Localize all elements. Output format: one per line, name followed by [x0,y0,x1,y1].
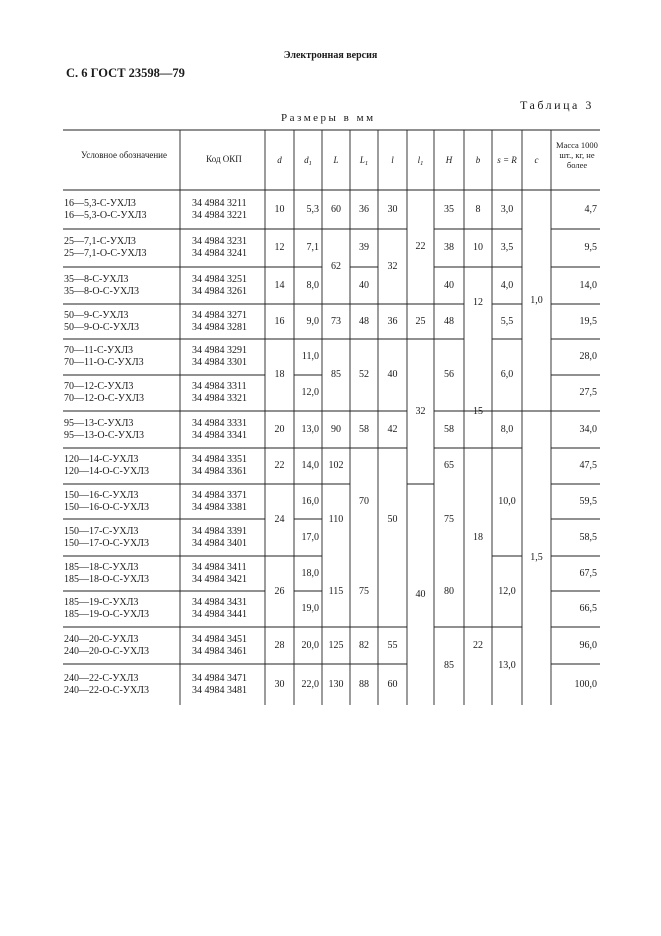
L-value: 85 [331,369,341,380]
L1-value: 88 [359,678,369,690]
mass-value: 100,0 [574,678,597,690]
d-value: 14 [274,279,285,291]
okp-code: 34 4984 3211 [192,197,247,209]
d1-value: 7,1 [306,242,319,253]
table-label: Таблица 3 [520,98,594,112]
designation-line: 185—19-О-С-УХЛ3 [64,609,149,620]
designation-line: 70—11-О-С-УХЛ3 [64,357,144,368]
designation-line: 50—9-О-С-УХЛ3 [64,321,139,333]
designation-line: 70—12-С-УХЛ3 [64,381,134,392]
header-L: L [333,155,339,165]
H-value: 35 [444,203,454,215]
page-header: С. 6 ГОСТ 23598—79 [66,66,185,80]
okp-code: 34 4984 3291 [192,345,247,356]
okp-code: 34 4984 3471 [192,672,247,684]
designation-line: 25—7,1-О-С-УХЛ3 [64,248,147,259]
l-value: 36 [387,315,398,327]
d1-value: 12,0 [301,387,319,398]
H-value: 48 [444,315,454,327]
okp-code: 34 4984 3411 [192,561,247,573]
d-value: 30 [274,678,285,690]
H-value: 65 [444,460,454,471]
okp-code: 34 4984 3321 [192,393,247,404]
l-value: 30 [387,203,398,215]
sR-value: 6,0 [500,369,514,380]
L-value: 73 [331,315,341,327]
l-value: 55 [387,639,398,651]
okp-code: 34 4984 3231 [192,236,247,247]
b-value: 18 [473,531,483,543]
d1-value: 20,0 [301,639,319,651]
l-value: 40 [387,369,398,380]
mass-value: 59,5 [579,495,597,507]
page-top-mark: Электронная версия [283,50,378,61]
d1-value: 5,3 [306,203,319,215]
sR-value: 4,0 [500,279,514,291]
L-value: 60 [331,203,341,215]
header-b: b [475,155,481,165]
d-value: 24 [274,514,285,525]
d-value: 26 [274,585,285,597]
b-value: 10 [473,242,483,253]
d-value: 18 [274,369,285,380]
l1-value: 22 [415,241,426,252]
b-value: 22 [473,639,483,651]
L-value: 102 [328,460,344,471]
okp-code: 34 4984 3461 [192,645,247,657]
d-value: 20 [274,423,285,435]
designation-line: 120—14-С-УХЛ3 [64,454,139,465]
designation-line: 35—8-О-С-УХЛ3 [64,285,139,297]
header-l1-main: l [417,155,421,165]
l1-value: 40 [415,588,426,600]
d1-value: 19,0 [301,603,319,614]
okp-code: 34 4984 3301 [192,357,247,368]
H-value: 40 [444,279,454,291]
designation-line: 25—7,1-С-УХЛ3 [64,236,136,247]
okp-code: 34 4984 3451 [192,633,247,645]
mass-value: 4,7 [584,203,597,215]
designation-line: 240—20-О-С-УХЛ3 [64,645,149,657]
header-l1 [407,154,434,170]
b-value: 12 [473,297,483,308]
okp-code: 34 4984 3421 [192,573,247,585]
designation-line: 16—5,3-С-УХЛ3 [64,197,136,209]
d-value: 10 [274,203,285,215]
l-value: 32 [387,260,398,272]
okp-code: 34 4984 3371 [192,489,247,501]
d1-value: 13,0 [301,423,319,435]
designation-line: 70—11-С-УХЛ3 [64,345,134,356]
L1-value: 58 [359,423,369,435]
b-value: 8 [475,203,481,215]
okp-code: 34 4984 3351 [192,454,247,465]
okp-code: 34 4984 3251 [192,273,247,285]
header-sR: s = R [497,155,517,165]
mass-value: 28,0 [579,351,597,362]
header-L1-main: L [359,155,365,165]
designation-line: 120—14-О-С-УХЛ3 [64,466,149,477]
L-value: 125 [328,639,344,651]
okp-code: 34 4984 3281 [192,321,247,333]
okp-code: 34 4984 3221 [192,209,247,221]
H-value: 80 [444,585,454,597]
L1-value: 52 [359,369,369,380]
mass-value: 66,5 [579,603,597,614]
mass-value: 47,5 [579,460,597,471]
l1-value: 32 [415,405,426,417]
header-c: c [534,155,539,165]
H-value: 85 [444,660,454,671]
H-value: 38 [444,242,454,253]
L1-value: 36 [359,203,369,215]
d1-value: 9,0 [306,315,319,327]
L-value: 110 [328,514,344,525]
c-value: 1,5 [530,552,543,563]
okp-code: 34 4984 3441 [192,609,247,620]
header-d1 [294,154,322,170]
mass-value: 27,5 [579,387,597,398]
c-value: 1,0 [530,294,543,306]
d-value: 28 [274,639,285,651]
header-designation: Условное обозначение [81,150,167,160]
mass-value: 96,0 [579,639,597,651]
header-okp: Код ОКП [206,154,242,164]
L1-value: 40 [359,279,369,291]
mass-value: 14,0 [579,279,597,291]
d1-value: 8,0 [306,279,319,291]
designation-line: 240—22-О-С-УХЛ3 [64,684,149,696]
d1-value: 14,0 [301,460,319,471]
header-d: d [277,155,282,165]
L-value: 130 [328,678,344,690]
designation-line: 150—17-С-УХЛ3 [64,525,139,537]
designation-line: 240—20-С-УХЛ3 [64,633,139,645]
designation-line: 185—19-С-УХЛ3 [64,597,139,608]
sR-value: 3,0 [500,203,514,215]
header-mass: Масса 1000 шт., кг, не более [556,140,598,170]
L1-value: 39 [359,242,369,253]
designation-line: 150—16-О-С-УХЛ3 [64,501,149,513]
L-value: 90 [331,423,341,435]
L-value: 62 [331,260,341,272]
okp-code: 34 4984 3431 [192,597,247,608]
sR-value: 8,0 [500,423,514,435]
d-value: 16 [274,315,285,327]
designation-line: 95—13-О-С-УХЛ3 [64,429,144,441]
H-value: 56 [444,369,454,380]
header-L1-sub: 1 [364,160,369,167]
designation-line: 185—18-С-УХЛ3 [64,561,139,573]
designation-line: 70—12-О-С-УХЛ3 [64,393,144,404]
designation-line: 150—17-О-С-УХЛ3 [64,537,149,549]
l1-value: 25 [415,315,426,327]
L-value: 115 [328,585,344,597]
okp-code: 34 4984 3271 [192,309,247,321]
mass-value: 58,5 [579,531,597,543]
okp-code: 34 4984 3341 [192,429,247,441]
b-value: 15 [473,405,483,417]
okp-code: 34 4984 3361 [192,466,247,477]
designation-line: 240—22-С-УХЛ3 [64,672,139,684]
mass-value: 9,5 [584,242,597,253]
l-value: 50 [387,514,398,525]
d1-value: 17,0 [301,531,319,543]
mass-value: 19,5 [579,315,597,327]
L1-value: 70 [359,496,369,507]
okp-code: 34 4984 3401 [192,537,247,549]
designation-line: 95—13-С-УХЛ3 [64,417,134,429]
d1-value: 22,0 [301,678,319,690]
mass-value: 34,0 [579,423,597,435]
d-value: 12 [274,242,285,253]
sR-value: 10,0 [498,496,516,507]
okp-code: 34 4984 3481 [192,684,247,696]
d1-value: 16,0 [301,495,319,507]
sR-value: 3,5 [500,242,514,253]
okp-code: 34 4984 3261 [192,285,247,297]
l-value: 42 [387,423,398,435]
designation-line: 35—8-С-УХЛ3 [64,273,129,285]
okp-code: 34 4984 3331 [192,417,247,429]
d1-value: 11,0 [301,351,319,362]
mass-value: 67,5 [579,567,597,579]
designation-line: 16—5,3-О-С-УХЛ3 [64,209,147,221]
H-value: 75 [444,514,454,525]
okp-code: 34 4984 3391 [192,525,247,537]
dimensions-note: Размеры в мм [281,112,376,124]
okp-code: 34 4984 3241 [192,248,247,259]
designation-line: 50—9-С-УХЛ3 [64,309,129,321]
header-l1-sub: 1 [420,160,424,167]
L1-value: 82 [359,639,369,651]
L1-value: 48 [359,315,369,327]
header-L1 [350,154,378,170]
header-d1-main: d [304,155,309,165]
H-value: 58 [444,423,454,435]
okp-code: 34 4984 3311 [192,381,247,392]
sR-value: 13,0 [498,660,516,671]
sR-value: 12,0 [498,585,516,597]
header-l: l [391,155,394,165]
designation-line: 150—16-С-УХЛ3 [64,489,139,501]
designation-line: 185—18-О-С-УХЛ3 [64,573,149,585]
sR-value: 5,5 [500,315,514,327]
l-value: 60 [387,678,398,690]
L1-value: 75 [359,585,369,597]
okp-code: 34 4984 3381 [192,501,247,513]
header-d1-sub: 1 [308,160,312,167]
header-H: H [445,155,453,165]
d1-value: 18,0 [301,567,319,579]
d-value: 22 [274,460,285,471]
